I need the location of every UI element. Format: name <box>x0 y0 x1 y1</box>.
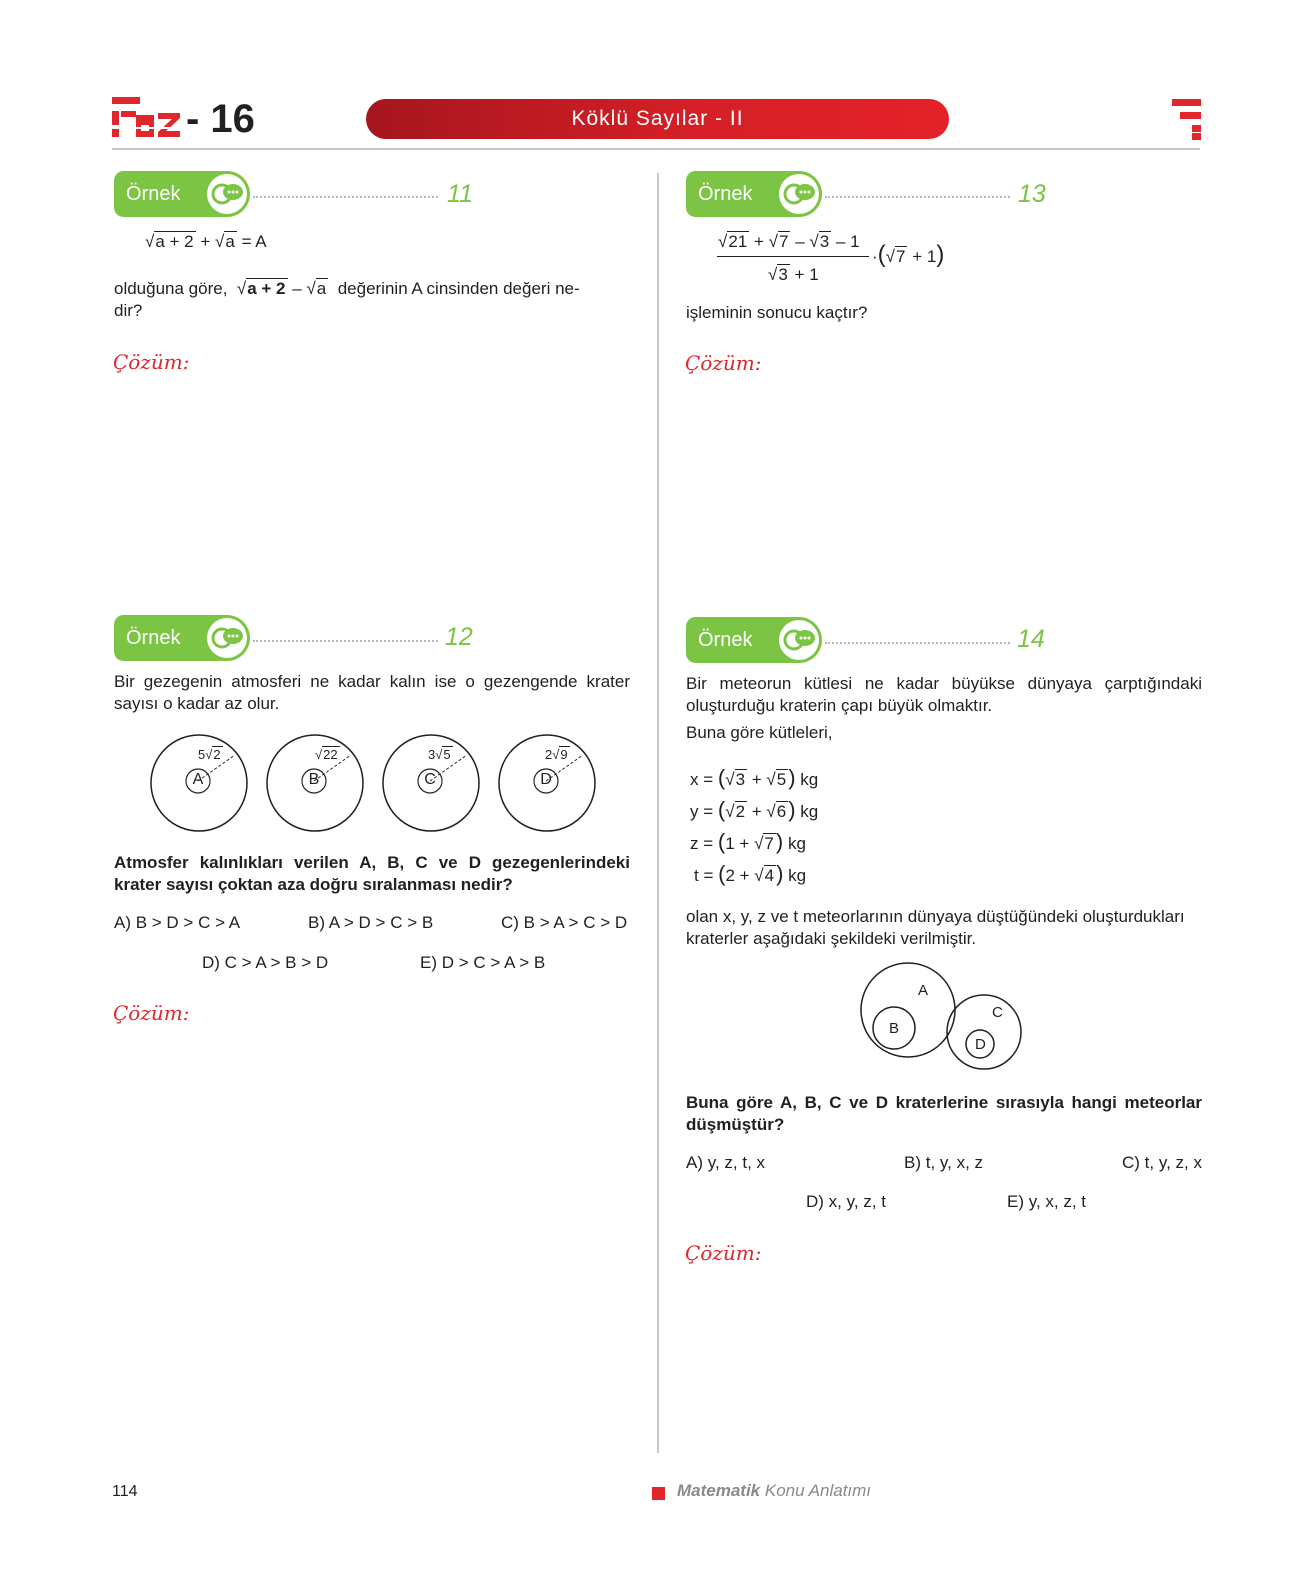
speech-bubble-icon <box>207 174 247 214</box>
cozum-label: Çözüm: <box>113 350 190 374</box>
variable: x = <box>690 770 714 789</box>
unit: kg <box>800 770 819 789</box>
atmosphere-label: 2√9 <box>545 747 568 762</box>
option-e[interactable]: E) y, x, z, t <box>1007 1192 1087 1211</box>
mass-t: t = (2 + √4) kg <box>694 861 807 886</box>
fraction-numerator: √21 + √7 – √3 – 1 <box>718 232 860 251</box>
plus-sign: + <box>200 232 211 251</box>
variable: y = <box>690 802 714 821</box>
mass-y: y = (√2 + √6) kg <box>690 797 819 822</box>
unit: kg <box>787 834 806 853</box>
speech-bubble-icon <box>207 618 247 658</box>
speech-bubble-icon <box>779 620 819 660</box>
text-part: dir? <box>114 301 143 320</box>
crater-label-d: D <box>975 1036 986 1053</box>
coefficient: 5 <box>198 747 206 762</box>
badge-label: Örnek <box>698 183 753 205</box>
radicand: 22 <box>323 747 338 762</box>
badge-label: Örnek <box>126 183 181 205</box>
radicand: a <box>316 279 327 298</box>
question-number: 11 <box>447 180 473 208</box>
cozum-label: Çözüm: <box>113 1001 190 1025</box>
radicand: 7 <box>779 232 789 251</box>
question-number: 13 <box>1018 180 1046 208</box>
mass-z: z = (1 + √7) kg <box>690 829 806 854</box>
badge-label: Örnek <box>126 627 181 649</box>
radicand: 4 <box>764 866 775 885</box>
faz-logo-icon <box>112 97 182 137</box>
header-divider <box>112 148 1200 150</box>
phase-number: - 16 <box>186 97 255 141</box>
mass-x: x = (√3 + √5) kg <box>690 765 819 790</box>
footer-subject: Matematik <box>677 1481 761 1500</box>
variable: t = <box>694 866 714 885</box>
question-number: 14 <box>1017 625 1045 653</box>
crater-diagram <box>860 962 1030 1074</box>
crater-label-c: C <box>992 1004 1003 1021</box>
radicand: 6 <box>776 802 787 821</box>
radicand: a + 2 <box>155 232 194 251</box>
variable: z = <box>690 834 714 853</box>
question-text: Atmosfer kalınlıkları verilen A, B, C ve D gezegenlerindeki krater sayısı çoktan aza doğru sıralanması nedir? <box>114 853 630 894</box>
cozum-label: Çözüm: <box>685 351 762 375</box>
text-part: olduğuna göre, <box>114 279 228 298</box>
ornek-badge-13 <box>686 171 822 217</box>
speech-bubble-icon <box>779 174 819 214</box>
term: – 1 <box>835 232 860 251</box>
term: + 1 <box>912 247 937 266</box>
option-c[interactable]: C) t, y, z, x <box>1122 1153 1202 1172</box>
given-equation: √a + 2 + √a = A <box>145 232 267 251</box>
footer-book: Konu Anlatımı <box>764 1481 872 1500</box>
page-number: 114 <box>112 1483 138 1500</box>
radicand: 5 <box>776 770 787 789</box>
cozum-label: Çözüm: <box>685 1241 762 1265</box>
question-text: olduğuna göre, √a + 2 – √a değerinin A cinsinden değeri ne- dir? <box>114 279 580 320</box>
coefficient: 2 <box>545 747 553 762</box>
crater-label-a: A <box>918 982 929 999</box>
option-a[interactable]: A) y, z, t, x <box>686 1153 766 1172</box>
text-part: değerinin A cinsinden değeri ne- <box>337 279 580 298</box>
question-middle-text: olan x, y, z ve t meteorlarının dünyaya düştüğündeki oluşturdukları kraterler aşağıdaki şekildeki verilmiştir. <box>686 907 1185 948</box>
term: 2 <box>725 866 735 885</box>
radicand: 5 <box>443 747 451 762</box>
atmosphere-label: 3√5 <box>428 747 451 762</box>
unit: kg <box>800 802 819 821</box>
option-a[interactable]: A) B > D > C > A <box>114 913 241 932</box>
radicand: 3 <box>778 265 788 284</box>
question-intro-2: Buna göre kütleleri, <box>686 723 833 742</box>
radicand: 7 <box>896 247 906 266</box>
badge-label: Örnek <box>698 629 753 651</box>
option-e[interactable]: E) D > C > A > B <box>420 953 546 972</box>
dotted-leader <box>825 642 1010 644</box>
page-title: Köklü Sayılar - II <box>366 99 949 139</box>
planet-letter: B <box>308 771 320 788</box>
unit: kg <box>788 866 807 885</box>
option-d[interactable]: D) C > A > B > D <box>202 953 329 972</box>
radicand: 7 <box>764 834 774 853</box>
question-number: 12 <box>445 623 473 651</box>
radicand: 3 <box>735 770 746 789</box>
radicand: a <box>225 232 235 251</box>
footer-square-icon <box>652 1487 665 1500</box>
radicand: 21 <box>728 232 748 251</box>
dot-operator: · <box>872 247 878 266</box>
option-b[interactable]: B) A > D > C > B <box>308 913 434 932</box>
radicand: 9 <box>560 747 568 762</box>
planet-letter: D <box>540 771 552 788</box>
planet-letter: C <box>424 771 436 788</box>
plus-sign: + <box>751 802 762 821</box>
dotted-leader <box>253 640 438 642</box>
corner-logo-icon <box>1172 99 1201 140</box>
coefficient: 3 <box>428 747 436 762</box>
radicand: 2 <box>213 747 221 762</box>
plus-sign: + <box>739 834 750 853</box>
question-text: Buna göre A, B, C ve D kraterlerine sırasıyla hangi meteorlar düşmüştür? <box>686 1093 1202 1134</box>
dotted-leader <box>825 196 1010 198</box>
plus-sign: + <box>739 866 750 885</box>
radicand: 3 <box>819 232 830 251</box>
ornek-badge-14 <box>686 617 822 663</box>
multiplier-factor: ·(√7 + 1) <box>872 241 945 268</box>
column-divider <box>657 173 659 1453</box>
plus-sign: + <box>751 770 762 789</box>
crater-label-b: B <box>889 1020 900 1037</box>
question-intro: Bir meteorun kütlesi ne kadar büyükse dünyaya çarptığındaki oluşturduğu kraterin çapı büyük olmaktır. <box>686 674 1202 715</box>
equals-a: = A <box>241 232 267 251</box>
radicand: 2 <box>735 802 746 821</box>
question-intro: Bir gezegenin atmosferi ne kadar kalın ise o gezengende krater sayısı o kadar az olur. <box>114 672 630 713</box>
ornek-badge-11 <box>114 171 250 217</box>
atmosphere-label: √22 <box>315 747 338 762</box>
plus-sign: + <box>754 232 764 251</box>
footer-book-title <box>677 1481 871 1501</box>
term: + 1 <box>794 265 819 284</box>
minus-sign: – <box>292 279 302 298</box>
option-c[interactable]: C) B > A > C > D <box>501 913 628 932</box>
crater-circles-icon <box>860 962 1030 1074</box>
option-b[interactable]: B) t, y, x, z <box>904 1153 984 1172</box>
atmosphere-label: 5√2 <box>198 747 221 762</box>
option-d[interactable]: D) x, y, z, t <box>806 1192 886 1211</box>
fraction-bar <box>717 256 869 257</box>
dotted-leader <box>253 196 438 198</box>
fraction-denominator: √3 + 1 <box>768 265 819 284</box>
ornek-badge-12 <box>114 615 250 661</box>
term: 1 <box>725 834 735 853</box>
planet-letter: A <box>192 771 204 788</box>
question-text: işleminin sonucu kaçtır? <box>686 303 868 322</box>
radicand: a + 2 <box>247 279 286 298</box>
minus-sign: – <box>795 232 805 251</box>
